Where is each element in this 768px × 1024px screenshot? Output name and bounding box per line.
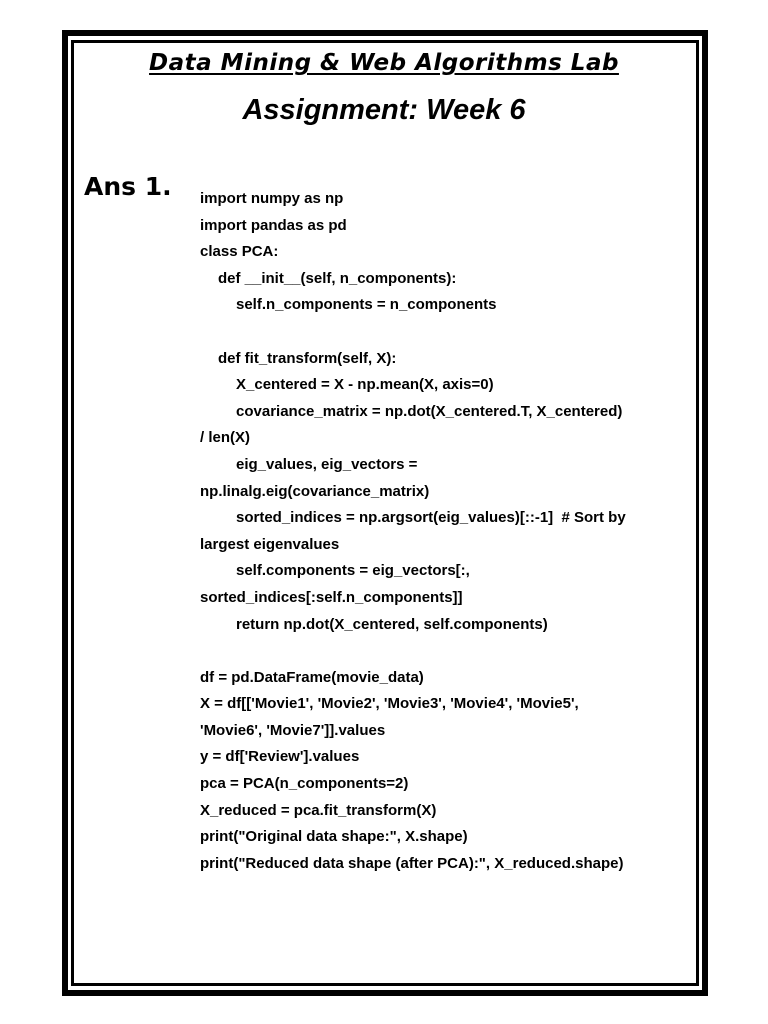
code-line: import numpy as np — [200, 190, 344, 207]
code-line-wrap: np.linalg.eig(covariance_matrix) — [200, 482, 430, 500]
code-line: import pandas as pd — [200, 216, 347, 234]
code-line: print("Reduced data shape (after PCA):", X_reduced.shape) — [200, 854, 624, 872]
code-line: def fit_transform(self, X): — [218, 349, 397, 367]
code-line-blank — [200, 638, 670, 665]
code-line: print("Original data shape:", X.shape) — [200, 828, 468, 846]
code-line-blank — [200, 319, 670, 346]
code-line-wrap: largest eigenvalues — [200, 535, 340, 553]
code-line: return np.dot(X_centered, self.components) — [236, 615, 548, 633]
lab-title: Data Mining & Web Algorithms Lab — [149, 50, 619, 76]
code-line: X_centered = X - np.mean(X, axis=0) — [236, 376, 494, 394]
code-line: self.n_components = n_components — [236, 296, 497, 314]
code-line: self.components = eig_vectors[:, — [236, 562, 470, 580]
code-line: X_reduced = pca.fit_transform(X) — [200, 801, 437, 819]
code-line: pca = PCA(n_components=2) — [200, 775, 409, 793]
code-line: X = df[['Movie1', 'Movie2', 'Movie3', 'Movie4', 'Movie5', — [200, 695, 579, 713]
code-line-wrap: 'Movie6', 'Movie7']].values — [200, 721, 386, 739]
code-block — [200, 186, 670, 877]
code-line: sorted_indices = np.argsort(eig_values)[::-1] # Sort by — [236, 509, 626, 527]
code-line-wrap: sorted_indices[:self.n_components]] — [200, 588, 463, 606]
code-line: def __init__(self, n_components): — [218, 269, 457, 287]
code-line: eig_values, eig_vectors = — [236, 455, 418, 473]
code-line: y = df['Review'].values — [200, 748, 360, 766]
code-line: df = pd.DataFrame(movie_data) — [200, 668, 424, 686]
answer-label: Ans 1. — [84, 172, 172, 201]
code-line: class PCA: — [200, 243, 279, 261]
code-line-wrap: / len(X) — [200, 429, 251, 447]
code-line: covariance_matrix = np.dot(X_centered.T, X_centered) — [236, 402, 623, 420]
assignment-title: Assignment: Week 6 — [242, 94, 526, 126]
